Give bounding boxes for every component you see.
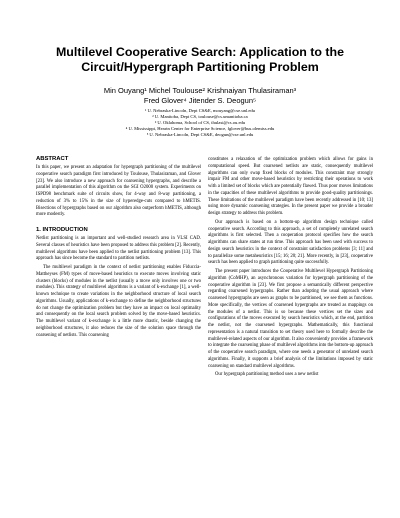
title-line-1: Multilevel Cooperative Search: Application to the bbox=[55, 45, 344, 59]
left-column bbox=[36, 156, 201, 341]
right-paragraph-3: The present paper introduces the Cooperative Multilevel Hypergraph Partitioning algorithm (CoMHP), an asynchronous variation for hypergraph partitioning of the cooperative algorithm in [23]. We first propose a semantically different perspective regarding coarsened hypergraphs. Rather than adopting the usual approach where coarsened hypergraphs are seen as graphs to be partitioned, we see them as functions. More specifically, the vertices of coarsened hypergraphs are treated as mappings on the modules of a netlist. This is so because these vertices set the sizes and configurations of the moves executed by search heuristics which, at the end, partition the netlist, not the coarsened hypergraphs. Mathematically, this functional representation is a natural transition to set theory used here to formally describe the multilevel-related aspects of our algorithm. It also conveniently provides a framework to integrate the coarsening phase of multilevel algorithms into the bottom-up approach of the cooperative search paradigm, where one needs a generator of unrelated search algorithms. Finally, it supports a brief analysis of the limitations imposed by static coarsening on standard multilevel algorithms. bbox=[208, 269, 373, 369]
intro-paragraph-2: The multilevel paradigm in the context of netlist partitioning enables Fiduccia-Mattheyses (FM) types of move-based heuristics to execute moves involving static clusters (blocks) of modules in the netlist (usually a move only involves one or two modules). This strategy of multilevel algorithms is a variant of k-exchange [1], a well-known technique to create variations in the neighborhood structure of local search algorithms. Usually, applications of k-exchange to define the neighborhood structures do not change the optimization problem but they have an impact on local optimality and consequently on the local search problem solved by the move-based heuristics. The multilevel variant of k-exchange is a little more drastic, beside changing the neighborhood structures, it also reduces the size of the solution space through the coarsening of netlists. This coarsening bbox=[36, 265, 201, 338]
right-paragraph-4: Our hypergraph partitioning method uses a new netlist bbox=[215, 372, 319, 378]
affiliation-5: ⁵ U. Nebraska-Lincoln, Dept CS&E, deogun@cse.unl.edu bbox=[146, 132, 254, 138]
authors-line-2: Fred Glover⁴ Jitender S. Deogun⁵ bbox=[143, 95, 257, 105]
affiliation-3: ³ U. Oklahoma, School of CS, thulasi@cs.ou.edu bbox=[154, 120, 246, 126]
title-line-2: Circuit/Hypergraph Partitioning Problem bbox=[81, 60, 319, 74]
paper-title bbox=[40, 45, 360, 75]
authors-line-1: Min Ouyang¹ Michel Toulouse² Krishnaiyan Thulasiraman³ bbox=[103, 86, 297, 95]
intro-paragraph-1: Netlist partitioning is an important and well-studied research area in VLSI CAD. Several classes of heuristics have been proposed to address this problem [2]. Recently, multilevel algorithms have been applied to the netlist partitioning problem [13]. This approach has since become the standard to partition netlists. bbox=[36, 236, 201, 262]
affiliation-4: ⁴ U. Mississippi, Hearin Center for Enterprise Science, fglover@bus.olemiss.edu bbox=[125, 126, 275, 132]
right-paragraph-2: Our approach is based on a bottom-up algorithm design technique called cooperative search. According to this approach, a set of completely unrelated search algorithms is first selected. Then a cooperation protocol specifies how the search algorithms can share states at run time. This approach has been used with success to design search heuristics in the context of constraint satisfaction problems [3; 11] and to parallelize some metaheuristics [15; 16; 20; 21]. More recently, in [23], cooperative search has been applied to graph partitioning quite successfully. bbox=[208, 219, 373, 266]
right-paragraph-1: constitutes a relaxation of the optimization problem which allows for gains in computational speed. But coarsened netlists are static, consequently multilevel algorithms can only swap fixed blocks of modules. This constraint may strongly impair FM and other move-based heuristics by restricting their operations to work with a limited set of blocks which are potentially flawed. Thus poor moves limitations in the capacities of these multilevel algorithms to provide good-quality partitionings. These limitations of the multilevel paradigm have been recently addressed in [10; 13] using more dynamic coarsening strategies. In the present paper we provide a broader design strategy to address this problem. bbox=[208, 157, 373, 216]
abstract-heading: ABSTRACT bbox=[36, 156, 69, 162]
author-list bbox=[40, 86, 360, 105]
abstract-text: In this paper, we present an adaptation for hypergraph partitioning of the multilevel cooperative search paradigm first introduced by Toulouse, Thulasiraman, and Glover [23]. We also introduce a new approach for coarsening hypergraphs, and describe a parallel implementation of this algorithm on the SGI O2000 system. Experiments on ISPD98 benchmark suite of circuits show, for 4-way and 8-way partitioning, a reduction of 3% to 15% in the size of hyperedge-cuts compared to hMETIS. Bisections of hypergraphs based on our algorithm also outperform hMETIS, although more modestly. bbox=[36, 165, 201, 218]
affiliation-2: ² U. Manitoba, Dept CS, toulouse@cs.umanitoba.ca bbox=[152, 114, 248, 120]
affiliation-1: ¹ U. Nebraska-Lincoln, Dept CS&E, mouyang@cse.unl.edu bbox=[145, 108, 255, 113]
affiliations bbox=[40, 108, 360, 138]
right-column bbox=[208, 157, 373, 381]
introduction-heading: 1. INTRODUCTION bbox=[36, 227, 88, 233]
